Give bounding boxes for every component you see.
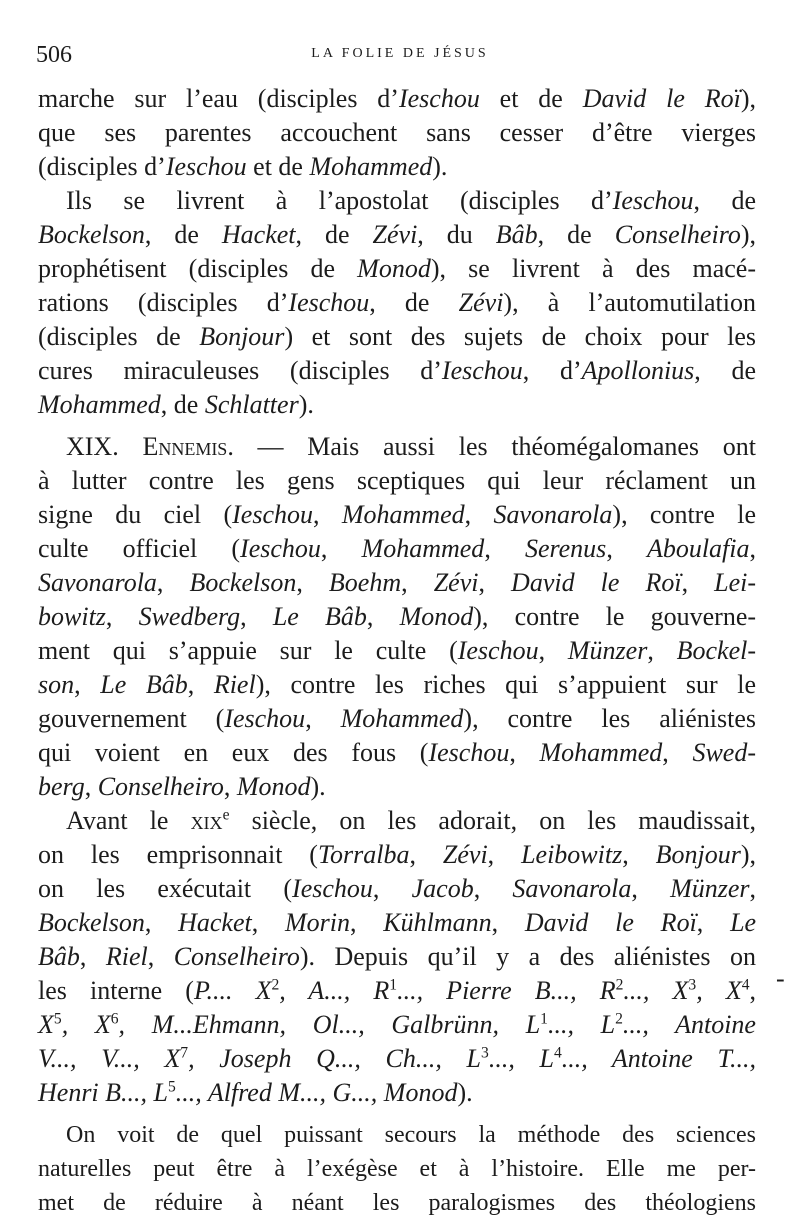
text-run: ). — [310, 772, 326, 801]
text-run: ), contre les aliénistes — [463, 704, 756, 733]
text-line — [38, 1186, 756, 1220]
italic-text: ..., L — [547, 1010, 616, 1039]
italic-text: Ieschou — [232, 500, 313, 529]
italic-text: David le Roï — [524, 908, 697, 937]
text-line — [38, 1152, 756, 1186]
text-run: qui voient en eux des fous ( — [38, 738, 429, 767]
italic-text: Hacket — [178, 908, 252, 937]
text-run: ), contre le gouverne- — [473, 602, 757, 631]
italic-text: Savonarola — [512, 874, 632, 903]
text-run: , — [487, 840, 522, 869]
superscript: e — [222, 806, 230, 824]
text-run: ), contre les riches qui s’appuient sur le — [255, 670, 757, 699]
italic-text: , M...Ehmann, Ol..., Galbrünn, L — [118, 1010, 541, 1039]
text-run: ), à l’automutilation — [503, 288, 756, 317]
italic-text: Ieschou — [224, 704, 306, 733]
text-run: , de — [694, 356, 756, 385]
text-run: . — Mais aussi les théomégalomanes ont — [227, 432, 756, 461]
text-run: , — [749, 874, 756, 903]
superscript: 7 — [180, 1044, 189, 1062]
text-line — [38, 116, 756, 150]
text-line — [66, 1118, 756, 1152]
text-run: ), — [740, 840, 756, 869]
text-line — [38, 320, 756, 354]
text-line — [38, 838, 756, 872]
text-line — [38, 82, 756, 116]
text-run: , — [240, 602, 273, 631]
italic-text: Le Bâb — [100, 670, 188, 699]
text-run: , — [478, 568, 512, 597]
text-run: , — [538, 636, 568, 665]
italic-text: ..., L — [488, 1044, 554, 1073]
italic-text: Bockel- — [676, 636, 757, 665]
superscript: 5 — [168, 1078, 176, 1096]
text-run: , — [606, 534, 647, 563]
text-run: signe du ciel ( — [38, 500, 233, 529]
italic-text: Bonjour — [199, 322, 285, 351]
text-run: (disciples d’ — [38, 152, 166, 181]
text-run: gouvernement ( — [38, 704, 225, 733]
italic-text: , A..., R — [279, 976, 390, 1005]
text-line — [38, 872, 756, 906]
text-run: , — [509, 738, 540, 767]
text-run: , — [79, 942, 106, 971]
text-run: , de — [160, 390, 205, 419]
italic-text: Ieschou — [398, 84, 480, 113]
italic-text: Bâb — [38, 942, 80, 971]
italic-text: Bockelson — [38, 220, 145, 249]
italic-text: Henri B..., L — [38, 1078, 168, 1107]
italic-text: son — [38, 670, 75, 699]
text-run: ). — [432, 152, 448, 181]
text-run: Ennemis — [142, 432, 228, 461]
text-run: ), — [740, 220, 757, 249]
text-run: marche sur l’eau (disciples d’ — [38, 84, 399, 113]
italic-text: Mohammed — [38, 390, 161, 419]
text-run: , — [320, 534, 362, 563]
text-line — [38, 1042, 756, 1076]
text-run: ). Depuis qu’il y a des aliénistes on — [299, 942, 756, 971]
text-run: (disciples de — [38, 322, 200, 351]
superscript: 1 — [540, 1010, 548, 1028]
text-run: , de — [144, 220, 222, 249]
italic-text: Ieschou — [612, 186, 694, 215]
italic-text: Serenus — [524, 534, 607, 563]
text-run: siècle, on les adorait, on les maudissait, — [229, 806, 756, 835]
text-run: , — [631, 874, 671, 903]
superscript: 2 — [615, 1010, 623, 1028]
text-line — [66, 804, 756, 838]
text-line — [38, 464, 756, 498]
text-run: , — [350, 908, 384, 937]
italic-text: ..., Antoine — [622, 1010, 756, 1039]
italic-text: Le Bâb — [272, 602, 367, 631]
text-run: , — [473, 874, 513, 903]
text-run: , — [305, 704, 341, 733]
text-run: , — [401, 568, 434, 597]
text-run: , de — [537, 220, 615, 249]
text-line — [38, 668, 756, 702]
superscript: 6 — [110, 1010, 119, 1028]
italic-text: Bâb — [495, 220, 538, 249]
italic-text: , X — [61, 1010, 111, 1039]
text-run: , — [491, 908, 525, 937]
italic-text: Monod — [357, 254, 431, 283]
text-line — [38, 600, 756, 634]
italic-text: bowitz — [38, 602, 106, 631]
superscript: 4 — [553, 1044, 562, 1062]
italic-text: Bockelson — [38, 908, 145, 937]
text-run: ). — [298, 390, 314, 419]
italic-text: Kühlmann — [383, 908, 492, 937]
text-run: , — [366, 602, 400, 631]
text-run: , de — [295, 220, 373, 249]
text-line — [38, 974, 756, 1008]
text-run: , — [409, 840, 443, 869]
superscript: 4 — [741, 976, 750, 994]
margin-mark: - — [776, 964, 785, 993]
text-run: rations (disciples d’ — [38, 288, 289, 317]
italic-text: Mohammed — [361, 534, 485, 563]
text-run: , — [662, 738, 693, 767]
italic-text: Monod — [236, 772, 311, 801]
text-run: , — [296, 568, 329, 597]
text-run: , — [187, 670, 214, 699]
running-title: LA FOLIE DE JÉSUS — [311, 46, 489, 61]
italic-text: Savonarola — [493, 500, 613, 529]
text-run: , — [484, 534, 525, 563]
text-run: , — [74, 670, 101, 699]
text-run: ), se livrent à des macé- — [430, 254, 756, 283]
text-line — [38, 906, 756, 940]
italic-text: Zévi — [433, 568, 479, 597]
text-run: ), — [740, 84, 756, 113]
text-line — [38, 354, 756, 388]
italic-text: Ieschou — [165, 152, 247, 181]
italic-text: , X — [696, 976, 742, 1005]
italic-text: berg — [38, 772, 85, 801]
text-run: , — [223, 772, 237, 801]
italic-text: Monod — [399, 602, 474, 631]
text-run: , — [681, 568, 715, 597]
text-run: , — [105, 602, 139, 631]
italic-text: Mohammed — [340, 704, 464, 733]
text-run: , — [156, 568, 190, 597]
italic-text: Ieschou — [457, 636, 539, 665]
italic-text: X — [38, 1010, 54, 1039]
text-run: , — [144, 908, 179, 937]
italic-text: Mohammed — [309, 152, 433, 181]
text-line — [38, 498, 756, 532]
superscript: 1 — [389, 976, 398, 994]
text-run: et de — [479, 84, 583, 113]
italic-text: David le Roï — [511, 568, 682, 597]
italic-text: Bonjour — [655, 840, 741, 869]
italic-text: Jacob — [411, 874, 474, 903]
text-run: met de réduire à néant les paralogismes des théologiens — [38, 1190, 756, 1216]
text-line — [38, 702, 756, 736]
text-line — [38, 286, 756, 320]
italic-text: ..., Pierre B..., R — [397, 976, 616, 1005]
italic-text: P.... X — [193, 976, 272, 1005]
text-line — [38, 218, 756, 252]
italic-text: Leibowitz — [521, 840, 623, 869]
italic-text: Swed- — [692, 738, 757, 767]
italic-text: Münzer — [567, 636, 648, 665]
italic-text: Bockelson — [189, 568, 297, 597]
italic-text: Riel — [105, 942, 148, 971]
italic-text: , Joseph Q..., Ch..., L — [188, 1044, 482, 1073]
text-run: à lutter contre les gens sceptiques qui leur réclament un — [38, 466, 756, 495]
text-run: , de — [693, 186, 756, 215]
page-number: 506 — [36, 42, 72, 68]
italic-text: Lei- — [714, 568, 757, 597]
text-run: prophétisent (disciples de — [38, 254, 358, 283]
italic-text: Zévi — [458, 288, 504, 317]
italic-text: Zévi — [372, 220, 418, 249]
text-run: les interne ( — [38, 976, 194, 1005]
italic-text: Conselheiro — [173, 942, 300, 971]
text-run: que ses parentes accouchent sans cesser d’être vierges — [38, 118, 756, 147]
italic-text: Savonarola — [38, 568, 157, 597]
text-line — [38, 634, 756, 668]
italic-text: Conselheiro — [614, 220, 741, 249]
text-line — [38, 388, 756, 422]
text-run: ), contre le — [612, 500, 756, 529]
text-line — [38, 252, 756, 286]
text-line — [38, 940, 756, 974]
text-run: xix — [190, 806, 223, 835]
italic-text: Zévi — [442, 840, 488, 869]
italic-text: Riel — [213, 670, 256, 699]
superscript: 3 — [481, 1044, 489, 1062]
text-run: , — [84, 772, 98, 801]
text-line — [38, 770, 756, 804]
text-run: Ils se livrent à l’apostolat (disciples d’ — [66, 186, 613, 215]
text-run: ). — [457, 1078, 473, 1107]
italic-text: Morin — [285, 908, 350, 937]
italic-text: Münzer — [670, 874, 750, 903]
italic-text: Torralba — [317, 840, 410, 869]
italic-text: Ieschou — [441, 356, 523, 385]
text-run: , — [464, 500, 494, 529]
text-run: culte officiel ( — [38, 534, 241, 563]
superscript: 2 — [615, 976, 624, 994]
text-run: , — [749, 976, 757, 1005]
text-run: on les emprisonnait ( — [38, 840, 318, 869]
italic-text: Mohammed — [539, 738, 663, 767]
text-line — [38, 1008, 756, 1042]
italic-text: Ieschou — [288, 288, 370, 317]
italic-text: Swedberg — [138, 602, 241, 631]
italic-text: Aboulafia — [646, 534, 750, 563]
italic-text: David le Roï — [582, 84, 741, 113]
text-run: Avant le — [66, 806, 191, 835]
text-run: , — [622, 840, 656, 869]
text-line — [38, 1076, 756, 1110]
superscript: 5 — [53, 1010, 62, 1028]
superscript: 3 — [688, 976, 697, 994]
italic-text: Ieschou — [240, 534, 321, 563]
italic-text: Ieschou — [428, 738, 510, 767]
text-line — [66, 430, 756, 464]
text-run: , — [696, 908, 731, 937]
italic-text: Le — [730, 908, 757, 937]
italic-text: Conselheiro — [97, 772, 224, 801]
superscript: 2 — [271, 976, 280, 994]
italic-text: Ieschou — [292, 874, 373, 903]
text-run: naturelles peut être à l’exégèse et à l’histoire. Elle me per- — [38, 1156, 756, 1182]
text-run: , de — [369, 288, 459, 317]
text-run: on les exécutait ( — [38, 874, 293, 903]
text-run: ) et sont des sujets de choix pour les — [284, 322, 756, 351]
text-run: , d’ — [522, 356, 582, 385]
text-run: XIX. — [66, 432, 143, 461]
text-run: cures miraculeuses (disciples d’ — [38, 356, 442, 385]
text-line — [38, 736, 756, 770]
italic-text: Apollonius — [581, 356, 695, 385]
italic-text: Hacket — [221, 220, 296, 249]
italic-text: Schlatter — [204, 390, 299, 419]
text-line — [38, 150, 756, 184]
text-run: , — [147, 942, 174, 971]
text-run: , — [372, 874, 412, 903]
text-run: On voit de quel puissant secours la méthode des sciences — [66, 1122, 756, 1148]
text-run: , — [647, 636, 677, 665]
text-run: ment qui s’appuie sur le culte ( — [38, 636, 458, 665]
text-run: , — [251, 908, 285, 937]
italic-text: Mohammed — [341, 500, 465, 529]
italic-text: Boehm — [328, 568, 402, 597]
text-line — [66, 184, 756, 218]
text-run: et de — [246, 152, 310, 181]
page-header — [36, 42, 764, 70]
text-line — [38, 532, 756, 566]
text-run: , — [749, 534, 757, 563]
text-line — [38, 566, 756, 600]
text-run: , du — [417, 220, 496, 249]
text-run: , — [313, 500, 342, 529]
italic-text: ..., Alfred M..., G..., Monod — [175, 1078, 458, 1107]
italic-text: ..., X — [623, 976, 689, 1005]
italic-text: V..., V..., X — [38, 1044, 181, 1073]
italic-text: ..., Antoine T..., — [561, 1044, 756, 1073]
